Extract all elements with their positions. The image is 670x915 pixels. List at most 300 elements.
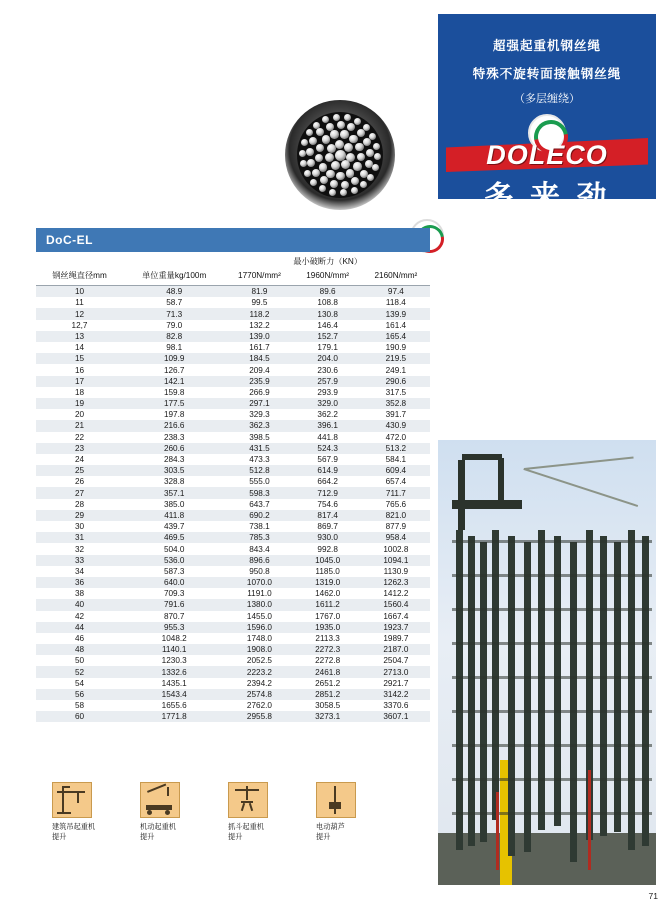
table-cell: 1140.1: [161, 645, 187, 655]
rope-strand: [369, 133, 376, 140]
rope-strand: [316, 144, 325, 153]
table-row: [36, 487, 430, 498]
rope-strand: [353, 162, 362, 171]
table-cell: 71.3: [166, 309, 183, 319]
table-cell: 17: [74, 376, 85, 386]
table-cell: 738.1: [249, 522, 270, 532]
rope-strand: [312, 169, 320, 177]
crane-photo: [438, 440, 656, 885]
group-header-breaking-force: 最小破断力（KN）: [293, 257, 363, 266]
table-cell: 81.9: [251, 287, 268, 297]
rope-strand: [341, 181, 349, 189]
table-cell: 108.8: [317, 298, 338, 308]
table-cell: 48: [74, 645, 85, 655]
table-row: [36, 555, 430, 566]
table-row: [36, 644, 430, 655]
table-cell: 1667.4: [383, 611, 409, 621]
table-cell: 362.2: [317, 410, 338, 420]
table-cell: 257.9: [317, 376, 338, 386]
table-cell: 219.5: [385, 354, 407, 364]
table-cell: 877.9: [385, 522, 407, 532]
table-cell: 587.3: [163, 566, 185, 576]
application-item: [228, 782, 300, 841]
table-cell: 33: [74, 555, 85, 565]
table-row: [36, 454, 430, 465]
table-cell: 58: [74, 701, 85, 711]
table-cell: 664.2: [317, 477, 338, 487]
table-cell: 469.5: [163, 533, 185, 543]
table-cell: 821.0: [385, 510, 407, 520]
table-cell: 398.5: [249, 432, 270, 442]
photo-structure: [468, 536, 475, 846]
rope-strand: [320, 176, 328, 184]
table-cell: 1655.6: [161, 701, 187, 711]
table-cell: 159.8: [163, 387, 185, 397]
table-row: [36, 443, 430, 454]
table-row: [36, 532, 430, 543]
table-cell: 2851.2: [315, 689, 341, 699]
table-cell: 42: [74, 611, 85, 621]
rope-strand: [300, 160, 307, 167]
photo-structure: [456, 530, 463, 850]
table-cell: 524.3: [317, 443, 338, 453]
table-cell: 513.2: [385, 443, 407, 453]
electric-hoist-icon: [316, 782, 356, 818]
photo-structure: [498, 458, 504, 508]
photo-structure: [452, 642, 652, 645]
table-cell: 1380.0: [246, 600, 272, 610]
table-cell: 12,7: [71, 320, 88, 330]
table-cell: 303.5: [163, 466, 185, 476]
table-row: [36, 320, 430, 331]
table-cell: 266.9: [249, 387, 270, 397]
photo-structure: [524, 468, 639, 507]
photo-structure: [452, 676, 652, 679]
photo-structure: [452, 540, 652, 543]
rope-strand: [349, 135, 358, 144]
table-group-header-row: [36, 252, 430, 269]
table-cell: 209.4: [249, 365, 270, 375]
rope-strand: [336, 172, 345, 181]
table-cell: 396.1: [317, 421, 338, 431]
table-cell: 161.4: [385, 320, 407, 330]
table-cell: 197.8: [163, 410, 185, 420]
table-cell: 643.7: [249, 499, 270, 509]
table-row: [36, 387, 430, 398]
table-cell: 567.9: [317, 455, 338, 464]
table-row: [36, 476, 430, 487]
rope-strand: [299, 150, 306, 157]
photo-structure: [462, 454, 502, 460]
table-cell: 950.8: [249, 566, 270, 576]
table-cell: 869.7: [317, 522, 338, 532]
rope-strand: [360, 181, 367, 188]
rope-strand: [329, 189, 336, 196]
table-cell: 31: [74, 533, 85, 543]
table-cell: 14: [74, 343, 85, 353]
table-cell: 26: [74, 477, 85, 487]
table-row: [36, 678, 430, 689]
table-cell: 391.7: [385, 410, 407, 420]
application-item: [140, 782, 212, 841]
table-cell: 430.9: [385, 421, 407, 431]
col-header-2160: 2160N/mm²: [362, 269, 430, 286]
table-cell: 97.4: [387, 287, 404, 297]
table-cell: 139.0: [249, 331, 270, 341]
table-cell: 2504.7: [383, 656, 409, 666]
table-cell: 1412.2: [383, 589, 409, 599]
mobile-crane-icon: [140, 782, 180, 818]
rope-strand: [319, 163, 328, 172]
table-row: [36, 611, 430, 622]
table-row: [36, 409, 430, 420]
table-cell: 28: [74, 499, 85, 509]
table-title: DoC-EL: [36, 228, 430, 252]
rope-spec-table: [36, 252, 430, 722]
table-cell: 1185.0: [315, 566, 340, 576]
table-row: [36, 398, 430, 409]
table-cell: 3142.2: [383, 689, 409, 699]
table-cell: 1094.1: [383, 555, 409, 565]
rope-strand: [313, 122, 320, 129]
col-header-1960: 1960N/mm²: [294, 269, 362, 286]
table-cell: 2762.0: [246, 701, 272, 711]
table-cell: 179.1: [317, 343, 338, 353]
col-header-diameter: 钢丝绳直径mm: [36, 269, 123, 286]
table-cell: 23: [74, 443, 85, 453]
table-cell: 1070.0: [246, 578, 272, 588]
rope-strand: [355, 143, 364, 152]
table-row: [36, 331, 430, 342]
application-item: [316, 782, 388, 841]
rope-strand: [306, 148, 314, 156]
rope-strand: [357, 129, 365, 137]
table-row: [36, 577, 430, 588]
table-cell: 791.6: [163, 600, 185, 610]
table-cell: 352.8: [385, 399, 407, 409]
rope-strand-bundle: [297, 112, 383, 198]
brand-header: [438, 14, 656, 214]
table-cell: 328.8: [163, 477, 185, 487]
table-cell: 614.9: [317, 466, 338, 476]
table-cell: 297.1: [249, 399, 270, 409]
table-row: [36, 633, 430, 644]
rope-strand: [366, 149, 374, 157]
photo-structure: [458, 460, 465, 530]
table-cell: 2921.7: [383, 678, 409, 688]
rope-strand: [304, 170, 311, 177]
table-row: [36, 655, 430, 666]
table-cell: 1045.0: [315, 555, 341, 565]
table-cell: 3273.1: [315, 712, 341, 722]
table-cell: 1462.0: [315, 589, 341, 599]
spacer-cell-2: [123, 252, 225, 269]
photo-structure: [452, 744, 652, 747]
photo-structure: [496, 792, 499, 870]
table-row: [36, 342, 430, 353]
rope-strand: [341, 160, 350, 169]
photo-structure: [554, 536, 561, 826]
table-cell: 2223.2: [246, 667, 272, 677]
table-cell: 1543.4: [161, 689, 187, 699]
table-cell: 1332.6: [161, 667, 187, 677]
table-cell: 118.4: [385, 298, 406, 308]
photo-structure: [452, 778, 652, 781]
table-cell: 357.1: [163, 488, 185, 498]
table-cell: 24: [74, 455, 85, 464]
table-row: [36, 543, 430, 554]
table-cell: 992.8: [317, 544, 338, 554]
rope-spec-table-section: [36, 228, 430, 722]
table-cell: 60: [74, 712, 85, 722]
photo-structure: [508, 536, 515, 856]
table-cell: 385.0: [163, 499, 185, 509]
table-cell: 2574.8: [246, 689, 272, 699]
rope-strand: [330, 180, 338, 188]
photo-structure: [600, 536, 607, 836]
table-cell: 1048.2: [161, 634, 187, 643]
photo-structure: [452, 812, 652, 815]
table-cell: 1455.0: [246, 611, 272, 621]
table-cell: 10: [74, 287, 85, 297]
table-row: [36, 297, 430, 308]
table-cell: 130.8: [317, 309, 338, 319]
table-row: [36, 599, 430, 610]
rope-strand: [360, 170, 368, 178]
table-cell: 161.7: [249, 343, 270, 353]
rope-strand: [330, 130, 339, 139]
table-cell: 230.6: [317, 365, 338, 375]
table-cell: 249.1: [385, 365, 407, 375]
table-cell: 99.5: [251, 298, 268, 308]
rope-strand: [340, 189, 347, 196]
photo-structure: [614, 542, 621, 832]
table-cell: 1596.0: [246, 622, 272, 632]
table-cell: 896.6: [249, 555, 270, 565]
application-label: 机动起重机 提升: [140, 822, 176, 841]
rope-strand: [374, 153, 381, 160]
table-cell: 19: [74, 399, 85, 409]
rope-strand: [322, 135, 331, 144]
table-cell: 2651.2: [315, 678, 341, 688]
table-cell: 1130.9: [383, 566, 409, 576]
application-label: 抓斗起重机 提升: [228, 822, 264, 841]
table-body: [36, 286, 430, 723]
table-cell: 2272.8: [315, 656, 341, 666]
table-cell: 21: [74, 421, 85, 431]
table-cell: 472.0: [385, 432, 407, 442]
table-cell: 711.7: [385, 488, 406, 498]
table-row: [36, 465, 430, 476]
table-cell: 58.7: [166, 298, 183, 308]
table-cell: 54: [74, 678, 85, 688]
table-cell: 1262.3: [383, 578, 409, 588]
table-cell: 139.9: [385, 309, 407, 319]
rope-strand: [372, 164, 379, 171]
table-cell: 504.0: [163, 544, 185, 554]
rope-strand: [331, 161, 340, 170]
table-cell: 1319.0: [315, 578, 341, 588]
table-cell: 36: [74, 578, 85, 588]
table-cell: 1989.7: [383, 634, 409, 643]
rope-strand: [325, 153, 334, 162]
rope-strand: [340, 130, 349, 139]
table-cell: 765.6: [385, 499, 407, 509]
table-cell: 40: [74, 600, 85, 610]
table-cell: 132.2: [249, 320, 270, 330]
col-header-weight: 单位重量kg/100m: [123, 269, 225, 286]
table-row: [36, 376, 430, 387]
table-cell: 843.4: [249, 544, 270, 554]
table-cell: 3058.5: [315, 701, 341, 711]
table-cell: 441.8: [317, 432, 338, 442]
table-cell: 32: [74, 544, 85, 554]
photo-structure: [452, 608, 652, 611]
table-cell: 109.9: [163, 354, 185, 364]
table-cell: 870.7: [163, 611, 185, 621]
table-cell: 473.3: [249, 455, 270, 464]
table-row: [36, 308, 430, 319]
photo-structure: [642, 536, 649, 846]
table-cell: 930.0: [317, 533, 338, 543]
table-cell: 146.4: [317, 320, 338, 330]
table-cell: 190.9: [385, 343, 407, 353]
table-header-row: [36, 269, 430, 286]
table-row: [36, 364, 430, 375]
rope-strand: [373, 143, 380, 150]
rope-strand: [306, 129, 313, 136]
header-line-1: 超强起重机钢丝绳: [492, 39, 601, 53]
table-cell: 18: [74, 387, 85, 397]
brand-chinese-name: 多 来 劲: [483, 181, 611, 214]
photo-structure: [588, 770, 591, 870]
table-cell: 329.3: [249, 410, 270, 420]
table-cell: 3607.1: [383, 712, 409, 722]
table-cell: 89.6: [319, 287, 336, 297]
table-cell: 1923.7: [383, 622, 409, 632]
table-cell: 754.6: [317, 499, 338, 509]
rope-strand: [351, 187, 358, 194]
photo-structure: [452, 574, 652, 577]
table-cell: 260.6: [163, 443, 185, 453]
table-row: [36, 711, 430, 722]
table-cell: 12: [74, 309, 85, 319]
photo-structure: [480, 542, 487, 842]
table-cell: 235.9: [249, 376, 270, 386]
table-row: [36, 588, 430, 599]
table-cell: 1560.4: [383, 600, 409, 610]
table-cell: 30: [74, 522, 85, 532]
rope-cross-section-image: [285, 100, 395, 210]
rope-strand: [301, 139, 308, 146]
table-row: [36, 700, 430, 711]
table-cell: 3370.6: [383, 701, 409, 711]
table-cell: 13: [74, 331, 85, 341]
table-cell: 609.4: [385, 466, 407, 476]
table-cell: 204.0: [317, 354, 338, 364]
table-cell: 2052.5: [246, 656, 272, 666]
rope-strand: [367, 174, 374, 181]
table-cell: 1002.8: [383, 544, 409, 554]
table-cell: 11: [75, 298, 84, 308]
rope-strand: [333, 114, 340, 121]
table-cell: 20: [74, 410, 85, 420]
spacer-cell-1: [36, 252, 123, 269]
table-cell: 536.0: [163, 555, 185, 565]
table-cell: 657.4: [385, 477, 407, 487]
table-cell: 177.5: [163, 399, 185, 409]
rope-strand: [309, 137, 317, 145]
table-row: [36, 566, 430, 577]
table-cell: 56: [74, 689, 85, 699]
table-cell: 1191.0: [247, 589, 272, 599]
table-cell: 1748.0: [246, 634, 272, 643]
photo-structure: [524, 457, 634, 470]
doleco-logo: [438, 114, 656, 214]
table-cell: 126.7: [163, 365, 185, 375]
table-cell: 555.0: [249, 477, 270, 487]
table-cell: 16: [74, 365, 85, 375]
table-cell: 22: [74, 432, 85, 442]
table-cell: 2113.3: [315, 634, 340, 643]
table-cell: 709.3: [163, 589, 185, 599]
table-cell: 1230.3: [161, 656, 187, 666]
grab-crane-icon: [228, 782, 268, 818]
table-cell: 1771.8: [161, 712, 187, 722]
rope-strand: [326, 170, 335, 179]
table-cell: 439.7: [163, 522, 185, 532]
rope-strand: [344, 143, 353, 152]
rope-strand: [351, 177, 359, 185]
tower-crane-icon: [52, 782, 92, 818]
photo-structure: [524, 542, 531, 852]
table-cell: 712.9: [317, 488, 338, 498]
table-cell: 690.2: [249, 510, 270, 520]
table-cell: 48.9: [166, 287, 183, 297]
table-cell: 293.9: [317, 387, 338, 397]
table-cell: 2955.8: [246, 712, 272, 722]
table-row: [36, 666, 430, 677]
table-row: [36, 689, 430, 700]
table-cell: 2272.3: [315, 645, 341, 655]
table-cell: 1611.2: [315, 600, 340, 610]
rope-strand: [354, 118, 361, 125]
rope-strand: [335, 150, 346, 161]
table-cell: 216.6: [163, 421, 185, 431]
table-cell: 640.0: [163, 578, 185, 588]
table-cell: 27: [74, 488, 85, 498]
table-cell: 284.3: [163, 455, 185, 464]
table-cell: 2713.0: [383, 667, 409, 677]
table-cell: 317.5: [385, 387, 407, 397]
table-cell: 431.5: [249, 443, 270, 453]
table-cell: 584.1: [385, 455, 407, 464]
rope-strand: [319, 185, 326, 192]
application-icons: [52, 782, 388, 841]
photo-structure: [628, 530, 635, 850]
table-cell: 958.4: [385, 533, 407, 543]
table-cell: 2461.8: [315, 667, 341, 677]
table-row: [36, 286, 430, 298]
table-row: [36, 432, 430, 443]
table-cell: 15: [74, 354, 85, 364]
table-cell: 118.2: [249, 309, 270, 319]
rope-strand: [357, 153, 366, 162]
table-cell: 2187.0: [383, 645, 409, 655]
table-row: [36, 510, 430, 521]
table-cell: 52: [74, 667, 85, 677]
table-cell: 1435.1: [161, 678, 187, 688]
